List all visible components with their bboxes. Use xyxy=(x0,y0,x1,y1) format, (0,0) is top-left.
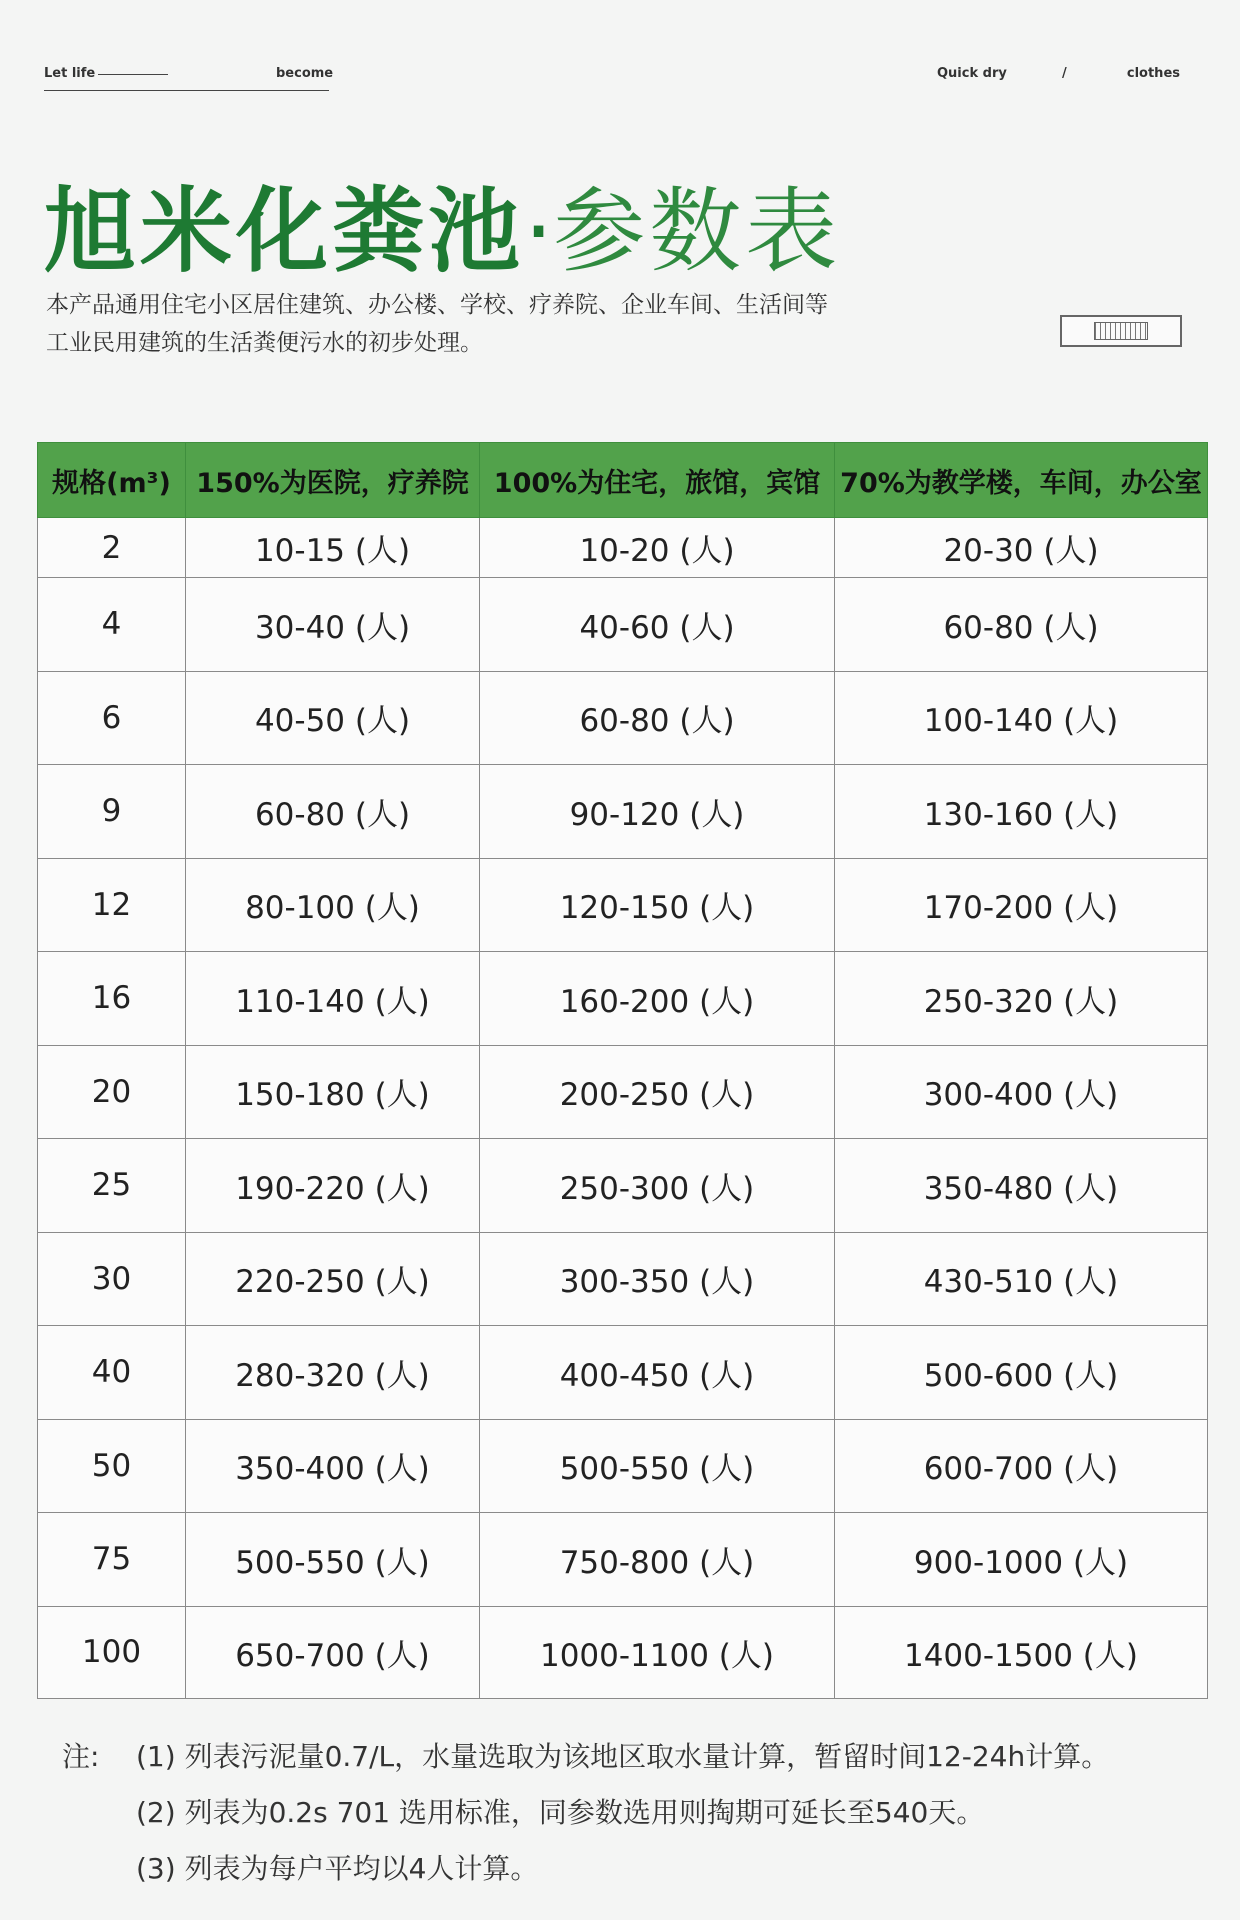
table-cell: 1400-1500 (人) xyxy=(835,1606,1208,1698)
table-cell: 130-160 (人) xyxy=(835,765,1208,859)
table-cell: 250-300 (人) xyxy=(480,1139,835,1233)
table-header-row xyxy=(38,443,1208,518)
top-bar xyxy=(44,62,1180,94)
table-cell: 60-80 (人) xyxy=(480,671,835,765)
description-line-1: 本产品通用住宅小区居住建筑、办公楼、学校、疗养院、企业车间、生活间等 xyxy=(46,292,828,318)
table-cell: 500-550 (人) xyxy=(186,1513,480,1607)
table-cell: 30-40 (人) xyxy=(186,578,480,672)
table-cell-spec: 30 xyxy=(38,1232,186,1326)
top-left-text-1: Let life xyxy=(44,66,96,81)
table-cell: 120-150 (人) xyxy=(480,858,835,952)
note-row xyxy=(62,1847,1202,1903)
note-item-2: (2) 列表为0.2s 701 选用标准，同参数选用则掏期可延长至540天。 xyxy=(136,1796,985,1829)
table-cell-spec: 4 xyxy=(38,578,186,672)
table-row xyxy=(38,1139,1208,1233)
note-row xyxy=(62,1735,1202,1791)
table-cell: 10-15 (人) xyxy=(186,518,480,578)
table-cell-spec: 100 xyxy=(38,1606,186,1698)
table-row xyxy=(38,671,1208,765)
table-cell: 430-510 (人) xyxy=(835,1232,1208,1326)
table-cell: 40-50 (人) xyxy=(186,671,480,765)
table-cell: 190-220 (人) xyxy=(186,1139,480,1233)
table-cell: 600-700 (人) xyxy=(835,1419,1208,1513)
table-row xyxy=(38,518,1208,578)
top-right-text-1: Quick dry xyxy=(937,66,1007,81)
table-cell: 400-450 (人) xyxy=(480,1326,835,1420)
table-cell: 300-400 (人) xyxy=(835,1045,1208,1139)
table-row xyxy=(38,765,1208,859)
table-cell-spec: 6 xyxy=(38,671,186,765)
table-cell: 750-800 (人) xyxy=(480,1513,835,1607)
tank-illustration-icon xyxy=(1060,315,1182,347)
header-spec: 规格(m³) xyxy=(38,443,186,518)
title-main: 旭米化粪池 xyxy=(44,178,525,285)
table-cell: 170-200 (人) xyxy=(835,858,1208,952)
table-cell-spec: 75 xyxy=(38,1513,186,1607)
top-left-text-2: become xyxy=(276,66,334,81)
top-left-underline xyxy=(44,90,329,91)
title-dot: · xyxy=(524,178,554,285)
table-cell: 250-320 (人) xyxy=(835,952,1208,1046)
table-cell: 160-200 (人) xyxy=(480,952,835,1046)
parameter-table xyxy=(37,442,1208,1699)
table-cell: 60-80 (人) xyxy=(186,765,480,859)
table-cell: 650-700 (人) xyxy=(186,1606,480,1698)
notes xyxy=(62,1735,1202,1903)
table-cell: 1000-1100 (人) xyxy=(480,1606,835,1698)
table-cell: 350-400 (人) xyxy=(186,1419,480,1513)
description xyxy=(46,286,946,362)
table-row xyxy=(38,1513,1208,1607)
header-residential: 100%为住宅，旅馆，宾馆 xyxy=(480,443,835,518)
table-cell: 280-320 (人) xyxy=(186,1326,480,1420)
table-cell: 80-100 (人) xyxy=(186,858,480,952)
table-cell-spec: 40 xyxy=(38,1326,186,1420)
table-cell-spec: 20 xyxy=(38,1045,186,1139)
top-left-dash xyxy=(98,74,168,75)
table-row xyxy=(38,858,1208,952)
table-row xyxy=(38,578,1208,672)
table-cell: 40-60 (人) xyxy=(480,578,835,672)
table-cell-spec: 50 xyxy=(38,1419,186,1513)
table-cell-spec: 25 xyxy=(38,1139,186,1233)
note-item-3: (3) 列表为每户平均以4人计算。 xyxy=(136,1852,539,1885)
table-cell-spec: 12 xyxy=(38,858,186,952)
header-hospital: 150%为医院，疗养院 xyxy=(186,443,480,518)
table-cell: 100-140 (人) xyxy=(835,671,1208,765)
table-row xyxy=(38,1045,1208,1139)
note-item-1: (1) 列表污泥量0.7/L，水量选取为该地区取水量计算，暂留时间12-24h计算。 xyxy=(136,1740,1110,1773)
table-row xyxy=(38,1606,1208,1698)
table-cell: 500-600 (人) xyxy=(835,1326,1208,1420)
title-sub: 参数表 xyxy=(553,178,842,285)
table-cell: 900-1000 (人) xyxy=(835,1513,1208,1607)
table-cell: 110-140 (人) xyxy=(186,952,480,1046)
table-row xyxy=(38,1419,1208,1513)
page-title xyxy=(44,158,841,290)
table-cell-spec: 9 xyxy=(38,765,186,859)
table-cell: 60-80 (人) xyxy=(835,578,1208,672)
table-cell: 350-480 (人) xyxy=(835,1139,1208,1233)
tank-grille-icon xyxy=(1094,322,1148,340)
table-cell: 200-250 (人) xyxy=(480,1045,835,1139)
table-cell: 10-20 (人) xyxy=(480,518,835,578)
table-body xyxy=(38,518,1208,1699)
table-cell: 300-350 (人) xyxy=(480,1232,835,1326)
table-row xyxy=(38,1232,1208,1326)
table-cell: 20-30 (人) xyxy=(835,518,1208,578)
note-prefix: 注: xyxy=(62,1740,100,1773)
table-cell: 500-550 (人) xyxy=(480,1419,835,1513)
description-line-2: 工业民用建筑的生活粪便污水的初步处理。 xyxy=(46,330,483,356)
top-right-text-2: clothes xyxy=(1126,66,1180,81)
note-row xyxy=(62,1791,1202,1847)
table-cell: 220-250 (人) xyxy=(186,1232,480,1326)
table-cell-spec: 16 xyxy=(38,952,186,1046)
table-row xyxy=(38,952,1208,1046)
top-right-slash: / xyxy=(1062,66,1067,81)
table-row xyxy=(38,1326,1208,1420)
header-school: 70%为教学楼，车间，办公室 xyxy=(835,443,1208,518)
table-cell: 90-120 (人) xyxy=(480,765,835,859)
table-cell: 150-180 (人) xyxy=(186,1045,480,1139)
table-cell-spec: 2 xyxy=(38,518,186,578)
